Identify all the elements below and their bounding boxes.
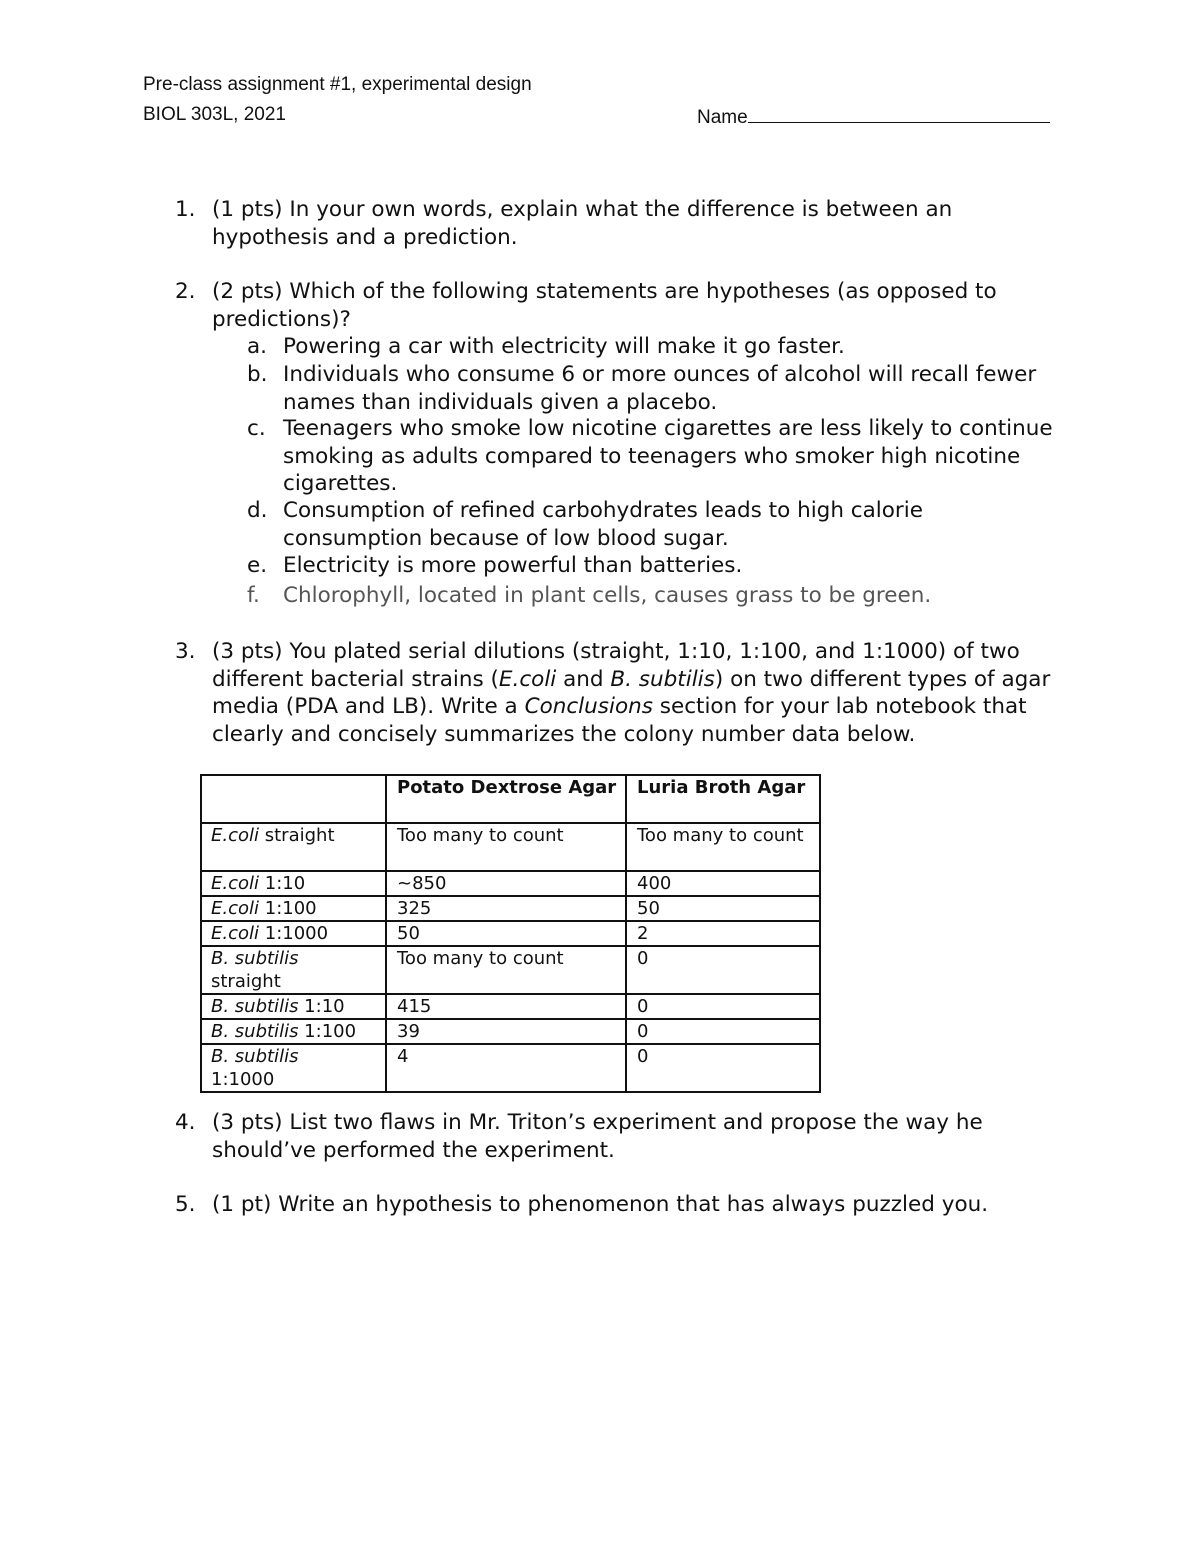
question-5 [175,1191,1035,1219]
table-cell: 39 [386,1019,626,1044]
table-cell [201,1044,386,1092]
name-blank-line [748,104,1050,123]
conclusions-italic: Conclusions [524,694,653,719]
dilution-label: 1:1000 [211,1069,275,1090]
question-text: (1 pt) Write an hypothesis to phenomenon that has always puzzled you. [212,1192,989,1217]
table-cell: 400 [626,871,820,896]
table-cell [201,871,386,896]
dilution-label: 1:1000 [259,923,329,944]
table-row [201,871,820,896]
organism-name: E.coli [211,825,260,846]
dilution-label: straight [211,971,281,992]
item-letter: a. [247,334,268,359]
table-cell: 50 [626,896,820,921]
table-cell: 0 [626,946,820,994]
table-cell: 0 [626,1044,820,1092]
organism-name: E.coli [211,923,260,944]
question-text: (2 pts) Which of the following statements are hypotheses (as opposed to predictions)? [212,279,997,332]
organism-name: B. subtilis [211,996,299,1017]
table-cell: 50 [386,921,626,946]
text-segment: ) on two different types of agar media (PDA and LB). Write a [212,666,1051,719]
table-cell [201,1019,386,1044]
item-text: Individuals who consume 6 or more ounces of alcohol will recall fewer names than individuals given a placebo. [283,362,1037,415]
text-segment: (3 pts) You plated serial dilutions (straight, 1:10, 1:100, and 1:1000) of two different bacterial strains ( [212,639,1020,692]
table-cell [201,946,386,994]
table-row [201,921,820,946]
table-cell [201,896,386,921]
organism-name: B. subtilis [211,948,299,969]
organism-name: B. subtilis [211,1046,299,1067]
table-row [201,896,820,921]
table-cell: ~850 [386,871,626,896]
question-number: 2. [175,279,196,304]
table-row [201,994,820,1019]
item-letter: c. [247,416,266,441]
list-item [247,552,1067,580]
item-text: Electricity is more powerful than batteries. [283,553,743,578]
table-row [201,1044,820,1092]
table-header-row [201,775,820,823]
text-segment: and [556,666,611,692]
question-3 [175,638,1070,748]
question-number: 5. [175,1192,196,1217]
item-letter: d. [247,498,268,523]
organism-name: B. subtilis [211,1021,299,1042]
bsubtilis-italic: B. subtilis [610,666,715,692]
table-cell: 0 [626,994,820,1019]
list-item [247,415,1067,498]
table-cell: 2 [626,921,820,946]
table-row [201,1019,820,1044]
item-text: Chlorophyll, located in plant cells, causes grass to be green. [283,583,932,608]
question-number: 3. [175,639,196,664]
table-header-cell [201,775,386,823]
table-cell [201,921,386,946]
course-label: BIOL 303L, 2021 [143,104,286,125]
table-cell [201,823,386,871]
question-4 [175,1109,1075,1164]
list-item [247,582,1067,610]
item-letter: e. [247,553,268,578]
table-cell: 325 [386,896,626,921]
table-cell: 415 [386,994,626,1019]
item-letter: b. [247,362,268,387]
name-label: Name [697,107,748,128]
question-number: 1. [175,197,196,222]
list-item [247,497,1067,552]
organism-name: E.coli [211,898,260,919]
list-item [247,333,1067,361]
table-header-cell: Luria Broth Agar [626,775,820,823]
item-text: Consumption of refined carbohydrates leads to high calorie consumption because of low blood sugar. [283,498,923,551]
item-letter: f. [247,583,260,608]
table-cell: Too many to count [386,946,626,994]
table-cell [201,994,386,1019]
name-field [697,104,1050,129]
colony-data-table [200,774,821,1093]
organism-name: E.coli [211,873,260,894]
dilution-label: 1:10 [259,873,306,894]
table-cell: Too many to count [626,823,820,871]
dilution-label: straight [259,825,335,846]
dilution-label: 1:100 [259,898,317,919]
question-number: 4. [175,1110,196,1135]
assignment-title: Pre-class assignment #1, experimental design [143,74,532,95]
table-header-cell: Potato Dextrose Agar [386,775,626,823]
table-row [201,946,820,994]
dilution-label: 1:10 [298,996,345,1017]
list-item [247,361,1067,416]
question-2 [175,278,1075,333]
item-text: Powering a car with electricity will make it go faster. [283,334,845,359]
question-text: (3 pts) List two flaws in Mr. Triton’s experiment and propose the way he should’ve performed the experiment. [212,1110,983,1163]
table-cell: 4 [386,1044,626,1092]
ecoli-italic: E.coli [498,666,557,692]
question-text: (1 pts) In your own words, explain what the difference is between an hypothesis and a prediction. [212,197,953,250]
table-cell: 0 [626,1019,820,1044]
text-segment: section for your lab notebook that clearly and concisely summarizes the colony number data below. [212,694,1027,747]
table-cell: Too many to count [386,823,626,871]
table-row [201,823,820,871]
item-text: Teenagers who smoke low nicotine cigarettes are less likely to continue smoking as adults compared to teenagers who smoker high nicotine cigarettes. [283,416,1053,496]
question-text [212,638,1070,748]
dilution-label: 1:100 [298,1021,357,1042]
question-1 [175,196,1075,251]
